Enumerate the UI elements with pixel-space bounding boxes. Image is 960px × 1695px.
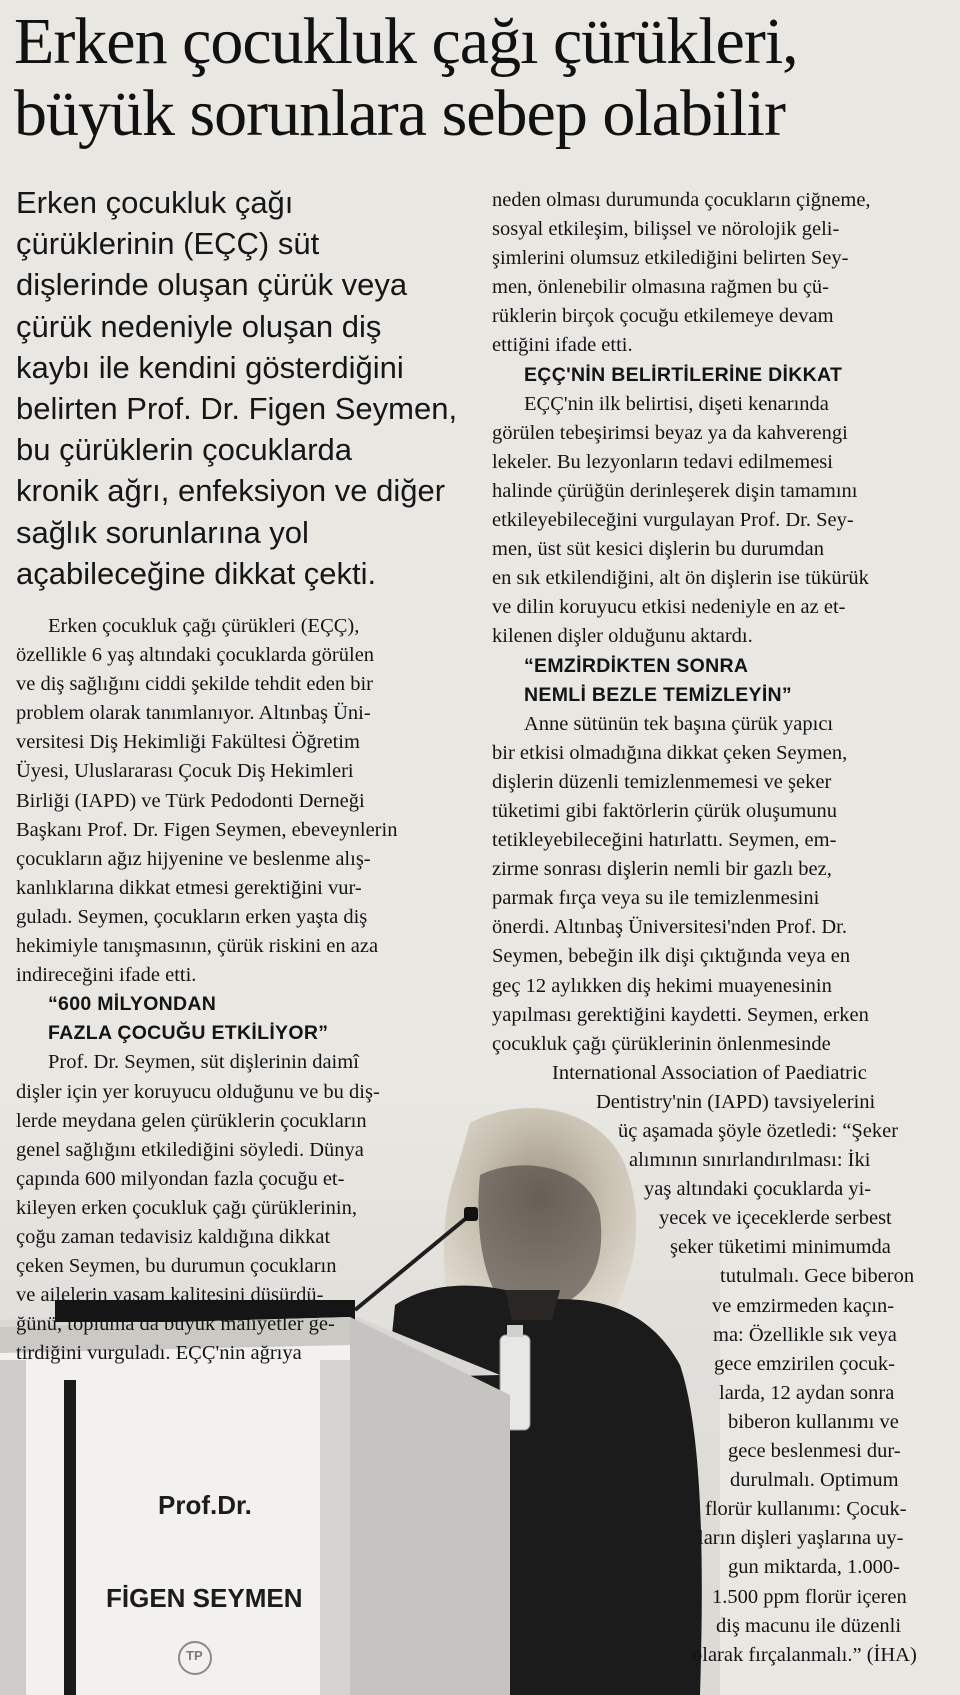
body-line: diş macunu ile düzenli <box>716 1614 902 1637</box>
body-line: Erken çocukluk çağı çürükleri (EÇÇ), <box>48 615 360 637</box>
body-line: tirdiğini vurguladı. EÇÇ'nin ağrıya <box>16 1342 302 1365</box>
headline-line-1: Erken çocukluk çağı çürükleri, <box>14 5 798 78</box>
body-line: durulmalı. Optimum <box>730 1469 899 1492</box>
body-line: sosyal etkileşim, bilişsel ve nörolojik geli- <box>492 218 840 241</box>
body-line: çocukluk çağı çürüklerinin önlenmesinde <box>492 1032 831 1055</box>
body-line: yecek ve içeceklerde serbest <box>659 1207 892 1230</box>
lead-paragraph <box>16 182 471 594</box>
body-line: ve emzirmeden kaçın- <box>712 1294 895 1317</box>
lead-line: sağlık sorunlarına yol <box>16 514 309 550</box>
column-left <box>16 612 454 1368</box>
body-line: görülen tebeşirimsi beyaz ya da kahverengi <box>492 421 848 444</box>
body-line: ve ailelerin yaşam kalitesini düşürdü- <box>16 1284 324 1307</box>
body-line: men, üst süt kesici dişlerin bu durumdan <box>492 538 824 561</box>
podium-label-title: Prof.Dr. <box>158 1490 252 1520</box>
body-line: ve diş sağlığını ciddi şekilde tehdit eden bir <box>16 673 373 696</box>
body-line: çapında 600 milyondan fazla çocuğu et- <box>16 1167 345 1190</box>
body-line: yapılması gerektiğini kaydetti. Seymen, erken <box>492 1003 869 1026</box>
lead-line: dişlerinde oluşan çürük veya <box>16 267 408 303</box>
body-line: tetikleyebileceğini hatırlattı. Seymen, em- <box>492 829 837 852</box>
body-line: şimlerini olumsuz etkilediğini belirten Sey- <box>492 247 849 270</box>
body-line: geç 12 aylıkken diş hekimi muayenesinin <box>492 974 832 997</box>
body-line: ve dilin koruyucu etkisi nedeniyle en az et- <box>492 596 846 619</box>
body-line: ettiğini ifade etti. <box>492 334 633 357</box>
headline-line-2: büyük sorunlara sebep olabilir <box>14 77 785 150</box>
body-line: ğünü, topluma da büyük maliyetler ge- <box>16 1313 335 1336</box>
body-line: genel sağlığını etkilediğini söyledi. Dünya <box>16 1138 364 1161</box>
body-line: önerdi. Altınbaş Üniversitesi'nden Prof. Dr. <box>492 916 847 939</box>
body-line: üç aşamada şöyle özetledi: “Şeker <box>618 1120 899 1142</box>
body-line: kanlıklarına dikkat etmesi gerektiğini vur- <box>16 876 362 899</box>
body-line: etkileyebileceğini vurgulayan Prof. Dr. Sey- <box>492 509 854 532</box>
body-line: tüketimi gibi faktörlerin çürük oluşumunu <box>492 799 838 822</box>
body-line: versitesi Diş Hekimliği Fakültesi Öğretim <box>16 731 360 754</box>
body-line: Başkanı Prof. Dr. Figen Seymen, ebeveynlerin <box>16 818 398 841</box>
lead-line: kronik ağrı, enfeksiyon ve diğer <box>16 473 446 509</box>
podium-label-name: FİGEN SEYMEN <box>106 1583 303 1613</box>
body-line: halinde çürüğün derinleşerek dişin tamamını <box>492 479 858 502</box>
subhead-symptoms: EÇÇ'NİN BELİRTİLERİNE DİKKAT <box>524 363 843 386</box>
body-line: tutulmalı. Gece biberon <box>720 1265 915 1288</box>
body-line: Üyesi, Uluslararası Çocuk Diş Hekimleri <box>16 760 354 783</box>
body-line: yaş altındaki çocuklarda yi- <box>644 1178 872 1201</box>
body-line: 1.500 ppm florür içeren <box>712 1585 907 1608</box>
body-line: parmak fırça veya su ile temizlenmesini <box>492 887 820 910</box>
body-line: Dentistry'nin (IAPD) tavsiyelerini <box>596 1090 876 1113</box>
body-line: çoğu zaman tedavisiz kaldığına dikkat <box>16 1225 331 1248</box>
body-line: kilenen dişler olduğunu aktardı. <box>492 625 753 648</box>
body-line: florür kullanımı: Çocuk- <box>705 1498 907 1521</box>
body-line: Birliği (IAPD) ve Türk Pedodonti Derneği <box>16 789 365 812</box>
body-line: EÇÇ'nin ilk belirtisi, dişeti kenarında <box>524 392 829 415</box>
lead-line: kaybı ile kendini gösterdiğini <box>16 349 404 385</box>
body-line: lerde meydana gelen çürüklerin çocukların <box>16 1109 367 1132</box>
body-line: olarak fırçalanmalı.” (İHA) <box>692 1643 917 1666</box>
body-line: çocukların ağız hijyenine ve beslenme alış- <box>16 847 371 870</box>
body-line: bir etkisi olmadığına dikkat çeken Seymen, <box>492 741 848 764</box>
body-line: ma: Özellikle sık veya <box>713 1323 897 1346</box>
body-line: alımının sınırlandırılması: İki <box>629 1149 871 1172</box>
body-line: indireceğini ifade etti. <box>16 964 197 987</box>
subhead-breastfeeding-line-1: “EMZİRDİKTEN SONRA <box>524 654 749 677</box>
body-line: problem olarak tanımlanıyor. Altınbaş Üni- <box>16 702 371 725</box>
body-line: Seymen, bebeğin ilk dişi çıktığında veya en <box>492 945 851 968</box>
lead-line: bu çürüklerin çocuklarda <box>16 432 353 468</box>
body-line: gece emzirilen çocuk- <box>714 1352 895 1375</box>
lead-line: belirten Prof. Dr. Figen Seymen, <box>16 391 458 427</box>
body-line: men, önlenebilir olmasına rağmen bu çü- <box>492 276 830 299</box>
body-line: zirme sonrası dişlerin nemli bir gazlı bez, <box>492 858 832 881</box>
subhead-600-million-line-1: “600 MİLYONDAN <box>48 993 217 1016</box>
body-line: ların dişleri yaşlarına uy- <box>698 1527 904 1550</box>
lead-line: çürük nedeniyle oluşan diş <box>16 308 382 344</box>
lead-line: çürüklerinin (EÇÇ) süt <box>16 226 320 262</box>
body-line: guladı. Seymen, çocukların erken yaşta diş <box>16 905 368 928</box>
body-line: rüklerin birçok çocuğu etkilemeye devam <box>492 305 834 328</box>
body-line: International Association of Paediatric <box>552 1061 867 1084</box>
column-right <box>492 186 952 1670</box>
body-line: şeker tüketimi minimumda <box>670 1236 891 1259</box>
body-line: en sık etkilendiğini, alt ön dişlerin ise tükürük <box>492 567 869 590</box>
body-line: lekeler. Bu lezyonların tedavi edilmemesi <box>492 450 833 473</box>
body-line: neden olması durumunda çocukların çiğneme, <box>492 189 871 211</box>
body-line: larda, 12 aydan sonra <box>719 1381 895 1404</box>
lead-line: açabileceğine dikkat çekti. <box>16 555 377 591</box>
body-line: hekimiyle tanışmasının, çürük riskini en aza <box>16 935 379 958</box>
body-line: Prof. Dr. Seymen, süt dişlerinin daimî <box>48 1051 359 1074</box>
body-line: dişler için yer koruyucu olduğunu ve bu diş- <box>16 1080 380 1103</box>
body-line: gun miktarda, 1.000- <box>728 1556 900 1579</box>
body-line: çeken Seymen, bu durumun çocukların <box>16 1255 337 1278</box>
podium-logo-text: TP <box>186 1648 203 1663</box>
subhead-breastfeeding-line-2: NEMLİ BEZLE TEMİZLEYİN” <box>524 683 792 706</box>
subhead-600-million-line-2: FAZLA ÇOCUĞU ETKİLİYOR” <box>48 1022 329 1045</box>
lead-line: Erken çocukluk çağı <box>16 185 294 220</box>
body-line: özellikle 6 yaş altındaki çocuklarda görülen <box>16 644 375 667</box>
body-line: biberon kullanımı ve <box>728 1410 899 1433</box>
body-line: gece beslenmesi dur- <box>728 1440 901 1463</box>
body-line: kileyen erken çocukluk çağı çürüklerinin, <box>16 1196 357 1219</box>
body-line: dişlerin düzenli temizlenmemesi ve şeker <box>492 770 832 793</box>
body-line: Anne sütünün tek başına çürük yapıcı <box>524 712 834 735</box>
headline <box>14 6 944 150</box>
